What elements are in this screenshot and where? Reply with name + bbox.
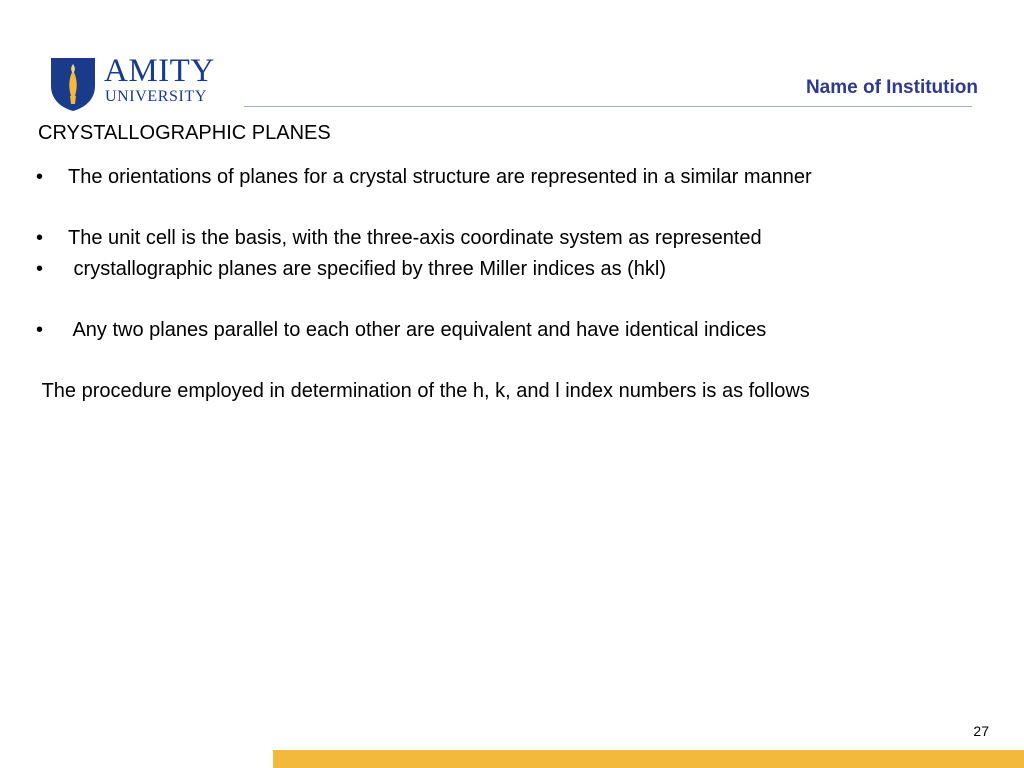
footer-bar [273,750,1024,768]
bullet-item [36,254,988,285]
crest-icon [48,56,98,112]
logo-wordmark: AMITY [104,53,215,89]
bullet-dot: • [36,227,44,249]
bullet-dot: • [36,258,44,280]
slide-content [36,162,988,407]
bullet-item [36,162,988,193]
spacer [36,346,988,376]
bullet-item [36,223,988,254]
bullet-text: crystallographic planes are specified by three Miller indices as (hkl) [68,258,667,280]
bullet-dot: • [36,319,44,341]
institution-name: Name of Institution [805,77,978,98]
spacer [36,193,988,223]
bullet-dot: • [36,166,44,188]
amity-logo [48,52,228,112]
bullet-item [36,315,988,346]
procedure-paragraph: The procedure employed in determination of the h, k, and l index numbers is as follows [36,380,810,402]
bullet-text: The orientations of planes for a crystal structure are represented in a similar manner [68,166,812,188]
bullet-text: Any two planes parallel to each other are equivalent and have identical indices [68,319,767,341]
spacer [36,285,988,315]
logo-subtitle: UNIVERSITY [105,88,207,105]
page-number: 27 [973,723,989,739]
slide-title: CRYSTALLOGRAPHIC PLANES [38,122,331,144]
header-divider [244,106,972,107]
bullet-text: The unit cell is the basis, with the three-axis coordinate system as represented [68,227,762,249]
